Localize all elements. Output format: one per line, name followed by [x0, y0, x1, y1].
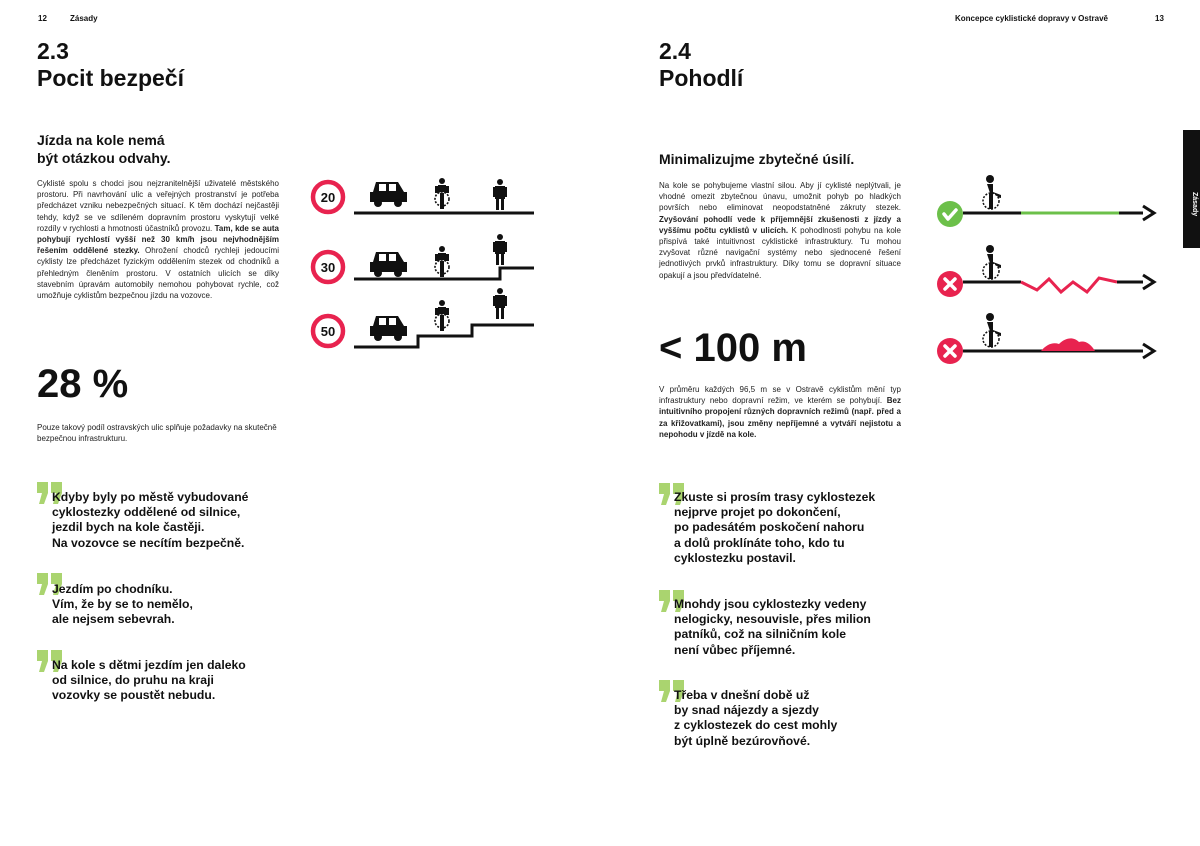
pedestrian-icon: [493, 179, 507, 210]
stat-body-right-2: Bez intuitivního propojení různých dopravních režimů (např. před a za křižovatkami), jsou změny nepříjemné a vytváří nejistotu a nepohodu v jízdě na kole.: [659, 396, 901, 439]
comfort-row-bump: [937, 313, 1154, 364]
speed-row-50: [313, 288, 534, 347]
subtitle-right: Minimalizujme zbytečné úsilí.: [659, 151, 855, 167]
body-right-2: Zvyšování pohodlí vede k příjemnější zkušenosti z jízdy a vyššímu počtu cyklistů v ulicích.: [659, 214, 901, 235]
subtitle-left: [37, 131, 171, 167]
quote-right-3: [674, 688, 837, 749]
cyclist-icon: [983, 313, 1001, 347]
cyclist-icon: [983, 175, 1001, 209]
section-number-left: 2.3: [37, 38, 69, 64]
quote-line: Kdyby byly po městě vybudované: [52, 490, 249, 504]
quote-line: nelogicky, nesouvisle, přes milion: [674, 612, 871, 627]
stat-value-left: 28 %: [37, 362, 129, 406]
road-bump: [1041, 338, 1095, 351]
body-right-1: Na kole se pohybujeme vlastní silou. Aby jí cyklisté neplýtvali, je vhodné omezit zbytečnou únavu, umožnit pohyb po hladkých površích nebo eliminovat neopodstatněné zákruty stezek.: [659, 181, 901, 213]
speed-row-30: [313, 234, 534, 282]
section-title-left: Pocit bezpečí: [37, 65, 184, 91]
quote-line: nejprve projet po dokončení,: [674, 505, 841, 520]
body-left-2: Tam, kde se auta pohybují rychlostí vyšší než 30 km/h jsou nejvhodnějším řešením oddělené stezky.: [37, 223, 279, 256]
section-number-right: 2.4: [659, 38, 691, 64]
stat-caption-left: Pouze takový podíl ostravských ulic splňuje požadavky na skutečně bezpečnou infrastrukturu.: [37, 423, 277, 444]
quote-line: a dolů proklínáte toho, kdo tu: [674, 535, 845, 550]
side-tab: [1183, 130, 1200, 248]
pedestrian-icon: [493, 288, 507, 319]
quote-line: ale nejsem sebevrah.: [52, 612, 175, 627]
check-icon: [937, 201, 963, 227]
right-page-number: 13: [1155, 14, 1164, 23]
stat-body-right-1: V průměru každých 96,5 m se v Ostravě cyklistům mění typ infrastruktury nebo dopravní režim, ve kterém se pohybují.: [659, 385, 901, 406]
quote-line: Třeba v dnešní době už: [674, 688, 810, 702]
quote-left-2: [52, 582, 193, 628]
left-page-number: 12: [38, 14, 47, 23]
quote-right-1: [674, 490, 875, 566]
left-running-title: Zásady: [70, 14, 98, 23]
quote-line: patníků, což na silničním kole: [674, 627, 847, 642]
cyclist-icon: [983, 245, 1001, 279]
right-running-title: Koncepce cyklistické dopravy v Ostravě: [955, 14, 1108, 23]
arrow-right-icon: [1143, 344, 1154, 358]
quote-left-3: [52, 658, 246, 704]
stat-value-right: < 100 m: [659, 326, 807, 370]
body-left-3: Ohrožení chodců rychleji jedoucími cyklisty lze předcházet fyzickým oddělením stezek od chodníků a přehledným členěním prostoru. V ostatních ulicích se díky stavebním úpravám automobily nemohou pohybovat rychle, což umožňuje cyklistům bezpečnou jízdu na vozovce.: [37, 246, 279, 301]
quote-line: cyklostezku postavil.: [674, 550, 796, 565]
cyclist-icon: [435, 246, 449, 277]
arrow-right-icon: [1143, 275, 1154, 289]
body-right-3: K pohodlnosti pohybu na kole přispívá také intuitivnost cyklistické infrastruktury. Tu mohou zvyšovat různé navigační systémy nebo sjednocené řešení jednotlivých prvků infrastruktury. Díky tomu se dopravní situace opakují a jsou předvídatelné.: [659, 225, 901, 280]
speed-separation-diagram: [306, 170, 538, 352]
speed-row-20: [313, 178, 534, 213]
quote-line: není vůbec příjemné.: [674, 642, 796, 657]
arrow-right-icon: [1143, 206, 1154, 220]
quote-line: Mnohdy jsou cyklostezky vedeny: [674, 597, 867, 611]
car-icon: [370, 252, 407, 277]
side-tab-label: Zásady: [1191, 192, 1198, 217]
quote-line: Na vozovce se necítím bezpečně.: [52, 535, 245, 550]
subtitle-left-line-2: být otázkou odvahy.: [37, 150, 171, 166]
comfort-row-smooth: [937, 175, 1154, 227]
car-icon: [370, 182, 407, 207]
quote-line: od silnice, do pruhu na kraji: [52, 673, 214, 688]
quote-line: jezdil bych na kole častěji.: [52, 520, 205, 535]
cyclist-icon: [435, 300, 449, 331]
quote-line: Vím, že by se to nemělo,: [52, 597, 193, 612]
car-icon: [370, 316, 407, 341]
cyclist-icon: [435, 178, 449, 209]
pedestrian-icon: [493, 234, 507, 265]
quote-line: vozovky se poustět nebudu.: [52, 688, 216, 703]
speed-sign-50-label: 50: [320, 324, 336, 339]
quote-left-1: [52, 490, 248, 551]
quote-line: by snad nájezdy a sjezdy: [674, 703, 819, 718]
quote-line: Zkuste si prosím trasy cyklostezek: [674, 490, 876, 504]
speed-sign-30-label: 30: [320, 260, 336, 275]
subtitle-left-line-1: Jízda na kole nemá: [37, 132, 165, 148]
quote-line: cyklostezky oddělené od silnice,: [52, 505, 241, 520]
body-left: [37, 178, 279, 301]
section-title-right: Pohodlí: [659, 65, 744, 91]
quote-line: po padesátém poskočení nahoru: [674, 520, 865, 535]
comfort-diagram: [933, 168, 1159, 368]
stat-body-right: [659, 384, 901, 440]
quote-line: Na kole s dětmi jezdím jen daleko: [52, 658, 246, 672]
quote-line: z cyklostezek do cest mohly: [674, 718, 838, 733]
body-left-1: Cyklisté spolu s chodci jsou nejzranitelnější uživatelé městského prostoru. Při navrhování ulic a veřejných prostranství je potřeba předcházet vzniku nebezpečných situací. K těm dochází nejčastěji tehdy, když se ve sdíleném dopravním prostoru vyskytují velké rozdíly v rychlosti a hmotnosti účastníků provozu.: [37, 179, 279, 233]
speed-sign-20-label: 20: [320, 190, 336, 205]
quote-right-2: [674, 597, 871, 658]
quote-line: být úplně bezúrovňové.: [674, 733, 811, 748]
body-right: [659, 180, 901, 281]
comfort-row-zigzag: [937, 245, 1154, 297]
quote-line: Jezdím po chodníku.: [52, 582, 173, 596]
